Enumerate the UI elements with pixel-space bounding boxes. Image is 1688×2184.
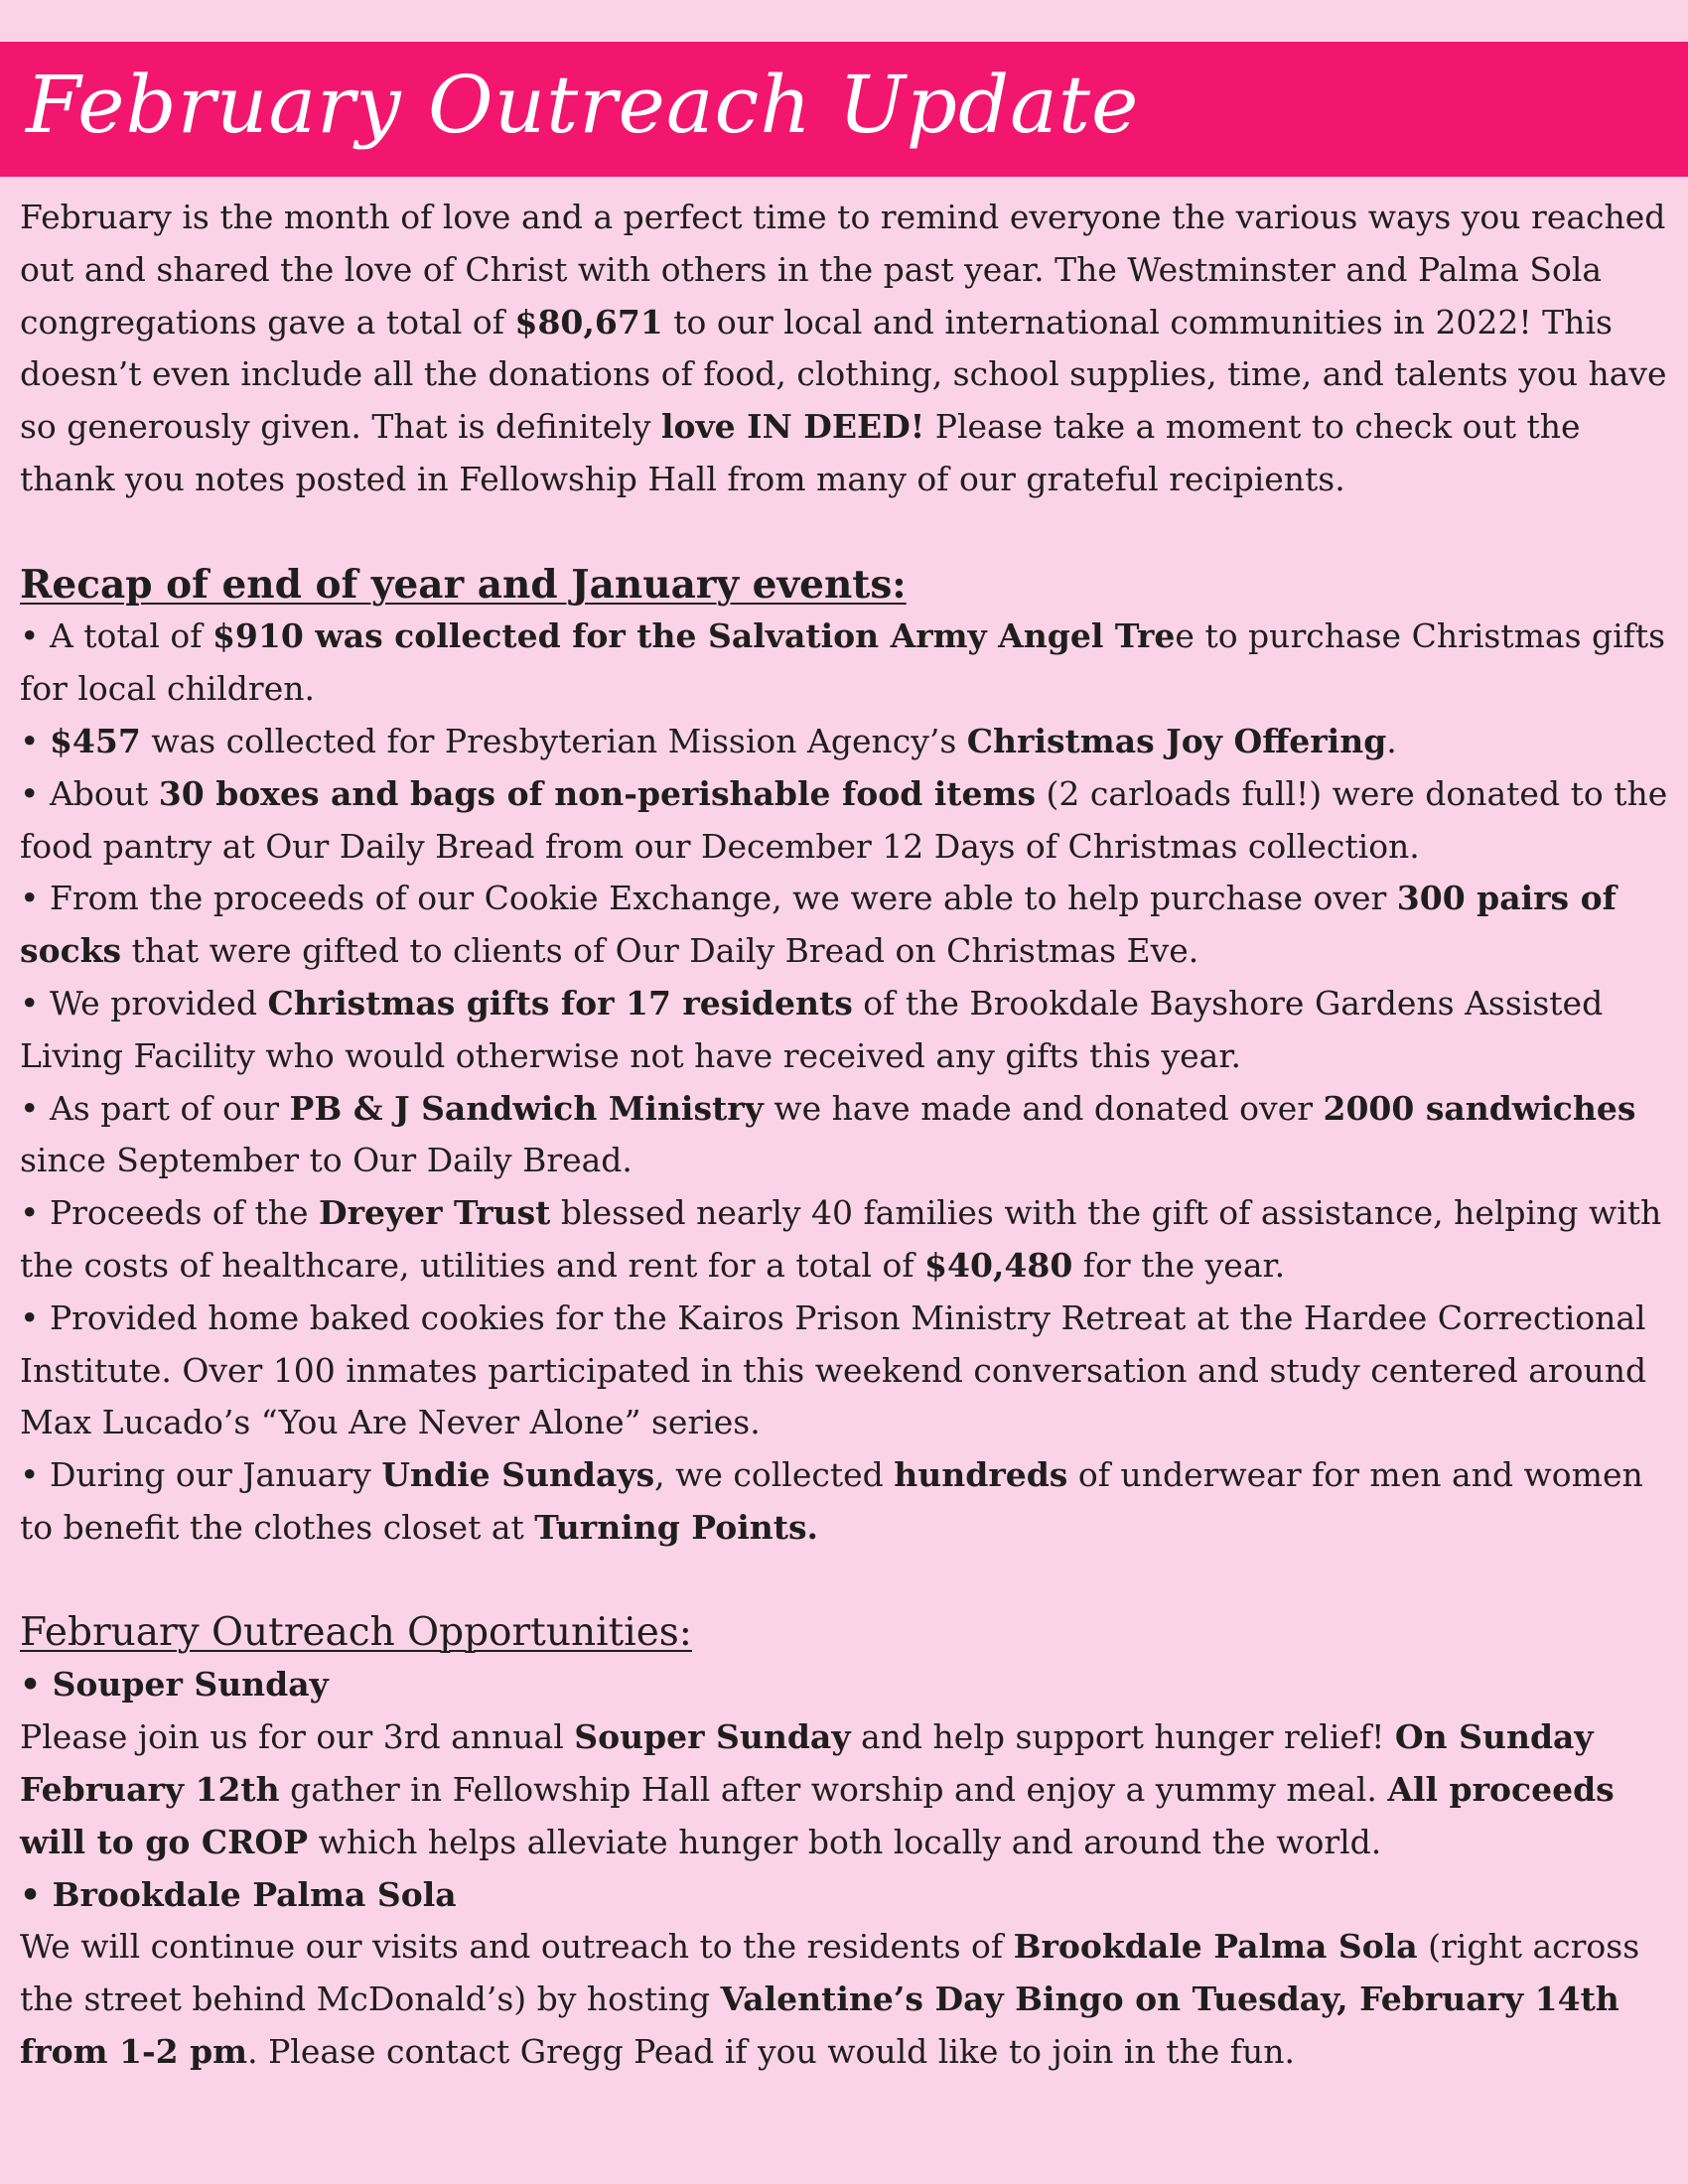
opportunities-list — [20, 1659, 1670, 2078]
recap-item: • We provided Christmas gifts for 17 residents of the Brookdale Bayshore Gardens Assisted Living Facility who would otherwise not have received any gifts this year. — [20, 983, 1604, 1075]
emphasis-text: Brookdale Palma Sola — [1013, 1927, 1418, 1967]
recap-item: • Provided home baked cookies for the Kairos Prison Ministry Retreat at the Hardee Correctional Institute. Over 100 inmates participated in this weekend conversation and study centered around Max Lucado’s “You Are Never Alone” series. — [20, 1297, 1647, 1442]
emphasis-text: Dreyer Trust — [319, 1193, 551, 1233]
recap-item: • A total of $910 was collected for the Salvation Army Angel Tree to purchase Christmas gifts for local children. — [20, 616, 1666, 709]
recap-item: • During our January Undie Sundays, we collected hundreds of underwear for men and women to benefit the clothes closet at Turning Points. — [20, 1455, 1643, 1547]
emphasis-text: Christmas Joy Offering — [966, 721, 1387, 760]
emphasis-text: love IN DEED! — [660, 407, 925, 447]
recap-item: • From the proceeds of our Cookie Exchange, we were able to help purchase over 300 pairs of socks that were gifted to clients of Our Daily Bread on Christmas Eve. — [20, 879, 1617, 971]
recap-list — [20, 611, 1670, 1554]
emphasis-text: $910 was collected for the Salvation Army Angel Tre — [211, 616, 1176, 656]
opportunity-title: • Brookdale Palma Sola — [20, 1874, 457, 1914]
emphasis-text: Turning Points. — [534, 1507, 819, 1547]
recap-item: • As part of our PB & J Sandwich Ministry we have made and donated over 2000 sandwiches since September to Our Daily Bread. — [20, 1088, 1636, 1180]
opportunities-heading: February Outreach Opportunities: — [20, 1609, 692, 1655]
spacer — [20, 506, 1670, 559]
emphasis-text: On Sunday February 12th — [20, 1717, 1594, 1809]
newsletter-body — [20, 192, 1670, 2079]
emphasis-text: hundreds — [894, 1455, 1068, 1495]
emphasis-text: Christmas gifts for 17 residents — [267, 983, 853, 1023]
opportunity-title: • Souper Sunday — [20, 1665, 329, 1705]
page-title: February Outreach Update — [26, 59, 1140, 151]
emphasis-text: Souper Sunday — [574, 1717, 851, 1757]
emphasis-text: 300 pairs of socks — [20, 879, 1617, 971]
recap-heading: Recap of end of year and January events: — [20, 561, 907, 608]
emphasis-text: 30 boxes and bags of non-perishable food items — [158, 773, 1037, 813]
emphasis-text: Undie Sundays — [381, 1455, 655, 1495]
emphasis-text: 2000 sandwiches — [1323, 1088, 1636, 1128]
emphasis-text: Valentine’s Day Bingo on Tuesday, February 14th from 1-2 pm — [20, 1979, 1619, 2071]
title-banner — [0, 42, 1688, 177]
opportunity-body: We will continue our visits and outreach to the residents of Brookdale Palma Sola (right across the street behind McDonald’s) by hosting Valentine’s Day Bingo on Tuesday, February 14th from 1-2 pm. Please contact Gregg Pead if you would like to join in the fun. — [20, 1927, 1640, 2071]
recap-item: • About 30 boxes and bags of non-perishable food items (2 carloads full!) were donated to the food pantry at Our Daily Bread from our December 12 Days of Christmas collection. — [20, 773, 1668, 866]
emphasis-text: PB & J Sandwich Ministry — [289, 1088, 764, 1128]
intro-paragraph: February is the month of love and a perfect time to remind everyone the various ways you reached out and shared the love of Christ with others in the past year. The Westminster and Palma Sola congregations gave a total of $80,671 to our local and international communities in 2022! This doesn’t even include all the donations of food, clothing, school supplies, time, and talents you have so generously given. That is definitely love IN DEED! Please take a moment to check out the thank you notes posted in Fellowship Hall from many of our grateful recipients. — [20, 198, 1667, 498]
emphasis-text: All proceeds will to go CROP — [20, 1769, 1615, 1861]
recap-item: • $457 was collected for Presbyterian Mission Agency’s Christmas Joy Offering. — [20, 721, 1397, 760]
spacer — [20, 1555, 1670, 1607]
opportunity-body: Please join us for our 3rd annual Souper Sunday and help support hunger relief! On Sunday February 12th gather in Fellowship Hall after worship and enjoy a yummy meal. All proceeds will to go CROP which helps alleviate hunger both locally and around the world. — [20, 1717, 1615, 1861]
emphasis-text: $457 — [49, 721, 141, 760]
emphasis-text: $40,480 — [924, 1245, 1073, 1285]
recap-item: • Proceeds of the Dreyer Trust blessed nearly 40 families with the gift of assistance, helping with the costs of healthcare, utilities and rent for a total of $40,480 for the year. — [20, 1193, 1662, 1285]
emphasis-text: $80,671 — [514, 302, 663, 341]
